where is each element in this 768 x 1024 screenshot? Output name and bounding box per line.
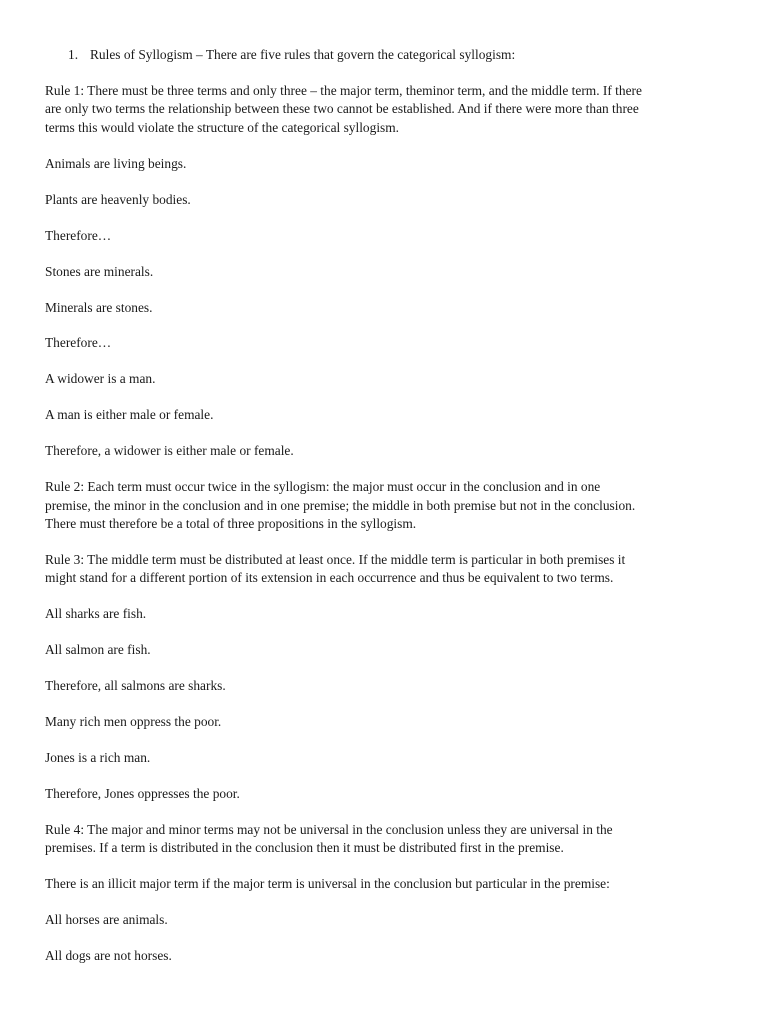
paragraph xyxy=(45,406,720,424)
paragraph-line: All dogs are not horses. xyxy=(45,948,172,964)
paragraph-line: Rule 1: There must be three terms and only three – the major term, theminor term, and the middle term. If there xyxy=(45,82,642,98)
paragraph xyxy=(45,641,720,659)
paragraph xyxy=(45,299,720,317)
paragraph-list xyxy=(45,82,720,966)
paragraph-line: All sharks are fish. xyxy=(45,606,147,622)
paragraph xyxy=(45,875,720,893)
paragraph xyxy=(45,191,720,209)
paragraph xyxy=(45,713,720,731)
paragraph-line: might stand for a different portion of its extension in each occurrence and thus be equivalent to two terms. xyxy=(45,570,614,586)
paragraph xyxy=(45,677,720,695)
paragraph xyxy=(45,551,720,588)
paragraph xyxy=(45,478,720,533)
paragraph xyxy=(45,821,720,858)
paragraph xyxy=(45,605,720,623)
paragraph-line: terms this would violate the structure of the categorical syllogism. xyxy=(45,119,400,135)
paragraph xyxy=(45,263,720,281)
paragraph-line: Stones are minerals. xyxy=(45,263,154,279)
paragraph-line: There is an illicit major term if the major term is universal in the conclusion but particular in the premise: xyxy=(45,876,610,892)
paragraph-line: Therefore… xyxy=(45,335,112,351)
paragraph xyxy=(45,947,720,965)
paragraph-line: Many rich men oppress the poor. xyxy=(45,714,222,730)
paragraph-line: Rule 2: Each term must occur twice in the syllogism: the major must occur in the conclusion and in one xyxy=(45,479,601,495)
paragraph xyxy=(45,82,720,137)
paragraph xyxy=(45,227,720,245)
paragraph xyxy=(45,785,720,803)
paragraph xyxy=(45,334,720,352)
paragraph-line: premise, the minor in the conclusion and in one premise; the middle in both premise but not in the conclusion. xyxy=(45,497,636,513)
paragraph-line: premises. If a term is distributed in the conclusion then it must be distributed first in the premise. xyxy=(45,840,564,856)
list-number: 1. xyxy=(68,47,79,62)
paragraph-line: Rule 4: The major and minor terms may not be universal in the conclusion unless they are universal in the xyxy=(45,822,613,838)
paragraph-line: All salmon are fish. xyxy=(45,642,151,658)
document-body xyxy=(45,46,720,983)
paragraph-line: A widower is a man. xyxy=(45,371,156,387)
paragraph-line: Animals are living beings. xyxy=(45,155,187,171)
paragraph xyxy=(45,370,720,388)
paragraph-line: There must therefore be a total of three propositions in the syllogism. xyxy=(45,516,417,532)
paragraph-line: Therefore, Jones oppresses the poor. xyxy=(45,786,240,802)
paragraph xyxy=(45,155,720,173)
paragraph-line: Therefore, all salmons are sharks. xyxy=(45,678,226,694)
list-heading-text: Rules of Syllogism – There are five rules that govern the categorical syllogism: xyxy=(90,47,516,62)
paragraph xyxy=(45,749,720,767)
paragraph-line: Therefore… xyxy=(45,227,112,243)
paragraph-line: Therefore, a widower is either male or female. xyxy=(45,443,294,459)
paragraph xyxy=(45,911,720,929)
paragraph-line: are only two terms the relationship between these two cannot be established. And if there were more than three xyxy=(45,101,639,117)
paragraph-line: A man is either male or female. xyxy=(45,407,214,423)
paragraph-line: All horses are animals. xyxy=(45,912,168,928)
paragraph-line: Rule 3: The middle term must be distributed at least once. If the middle term is particular in both premises it xyxy=(45,552,626,567)
paragraph-line: Jones is a rich man. xyxy=(45,750,151,766)
paragraph-line: Minerals are stones. xyxy=(45,299,153,315)
paragraph-line: Plants are heavenly bodies. xyxy=(45,191,191,207)
list-heading xyxy=(45,46,720,64)
paragraph xyxy=(45,442,720,460)
